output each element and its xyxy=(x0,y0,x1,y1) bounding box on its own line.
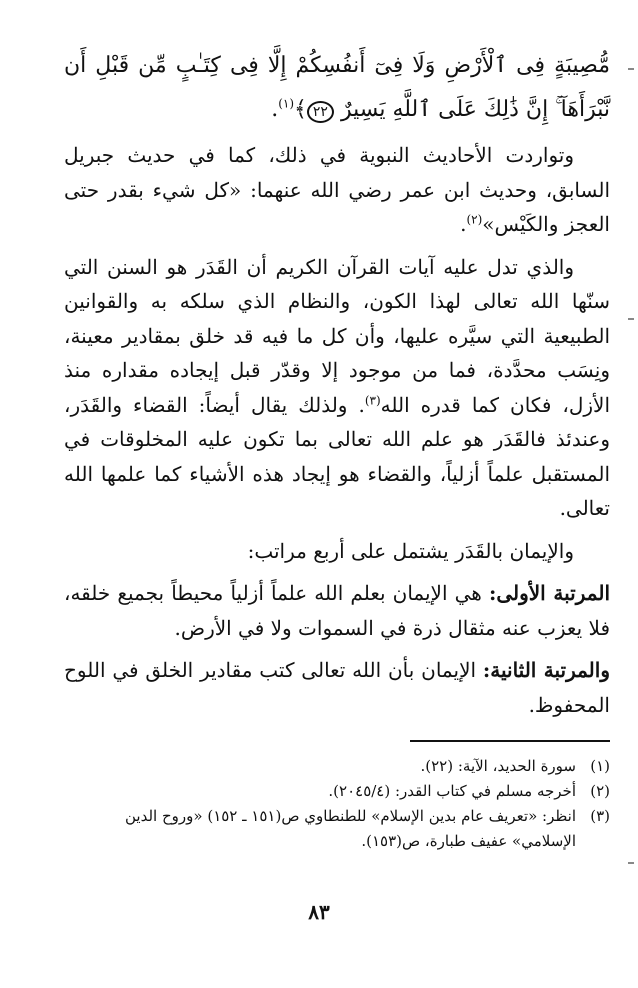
footnote-number: (٣) xyxy=(590,807,610,825)
paragraph-hadith xyxy=(64,138,610,242)
footnote-text: انظر: «تعريف عام بدين الإسلام» للطنطاوي ص(١٥١ ـ ١٥٢) «وروح الدين الإسلامي» عفيف طبارة، ص(١٥٣). xyxy=(125,807,576,850)
footnote-text: أخرجه مسلم في كتاب القدر: (٢٠٤٥/٤). xyxy=(328,782,576,800)
paragraph-text: والإيمان بالقَدَر يشتمل على أربع مراتب: xyxy=(247,538,574,563)
margin-tick xyxy=(628,68,634,70)
paragraph-qadar-definition xyxy=(64,250,610,526)
rank-text: الإيمان بأن الله تعالى كتب مقادير الخلق في اللوح المحفوظ. xyxy=(64,658,610,717)
footnote-3 xyxy=(64,804,610,854)
rank-first xyxy=(64,576,610,645)
rank-second xyxy=(64,653,610,722)
paragraph-text: وتواردت الأحاديث النبوية في ذلك، كما في حديث جبريل السابق، وحديث ابن عمر رضي الله عنهما: «كل شيء بقدر حتى العجز والكَيْس» xyxy=(64,143,610,236)
verse-text: مُّصِيبَةٍ فِى ٱلْأَرْضِ وَلَا فِىٓ أَنفُسِكُمْ إِلَّا فِى كِتَـٰبٍ مِّن قَبْلِ أَن نَّبْرَأَهَآ ۚ إِنَّ ذَٰلِكَ عَلَى ٱللَّهِ يَسِيرٌ xyxy=(64,53,610,122)
paragraph-ranks-intro xyxy=(64,534,610,569)
footnote-2 xyxy=(64,779,610,804)
verse-close-bracket: ﴾ xyxy=(294,97,307,122)
page-body xyxy=(64,44,610,854)
footnote-ref-2[interactable]: (٢) xyxy=(466,212,483,227)
page-number: ٨٣ xyxy=(308,900,330,924)
footnote-number: (٢) xyxy=(590,782,610,800)
margin-tick xyxy=(628,862,634,864)
margin-tick xyxy=(628,318,634,320)
rank-text: هي الإيمان بعلم الله علماً أزلياً محيطاً بجميع خلقه، فلا يعزب عنه مثقال ذرة في السموات ولا في الأرض. xyxy=(64,581,610,640)
quran-verse xyxy=(64,44,610,132)
footnote-ref-3[interactable]: (٣) xyxy=(364,392,381,407)
footnotes xyxy=(64,754,610,854)
paragraph-end: . xyxy=(460,212,467,236)
paragraph-text-before: والذي تدل عليه آيات القرآن الكريم أن القَدَر هو السنن التي سنّها الله تعالى لهذا الكون، والنظام الذي سلكه به والقوانين الطبيعية التي سيَّره عليها، وأن كل ما فيه قد خلق بمقادير معينة، ونِسَب محدَّدة، فما من موجود إلا وقدّر قبل إيجاده مقداره منذ الأزل، فكان كما قدره الله xyxy=(64,254,610,417)
rank-title: المرتبة الأولى: xyxy=(488,581,610,605)
paragraph-text-after: . ولذلك يقال أيضاً: القضاء والقَدَر، وعندئذ فالقَدَر هو علم الله تعالى بما تكون عليه المخلوقات في المستقبل علماً أزلياً، والقضاء هو إيجاد هذه الأشياء كما علمها الله تعالى. xyxy=(64,392,610,520)
footnote-ref-1[interactable]: (١) xyxy=(278,96,295,111)
footnote-separator xyxy=(410,740,610,742)
footnote-text: سورة الحديد، الآية: (٢٢). xyxy=(420,757,576,775)
footnote-1 xyxy=(64,754,610,779)
footnote-number: (١) xyxy=(590,757,610,775)
ayah-end-marker: ٢٢ xyxy=(307,101,334,123)
rank-title: والمرتبة الثانية: xyxy=(482,658,610,682)
verse-end: . xyxy=(271,97,279,122)
